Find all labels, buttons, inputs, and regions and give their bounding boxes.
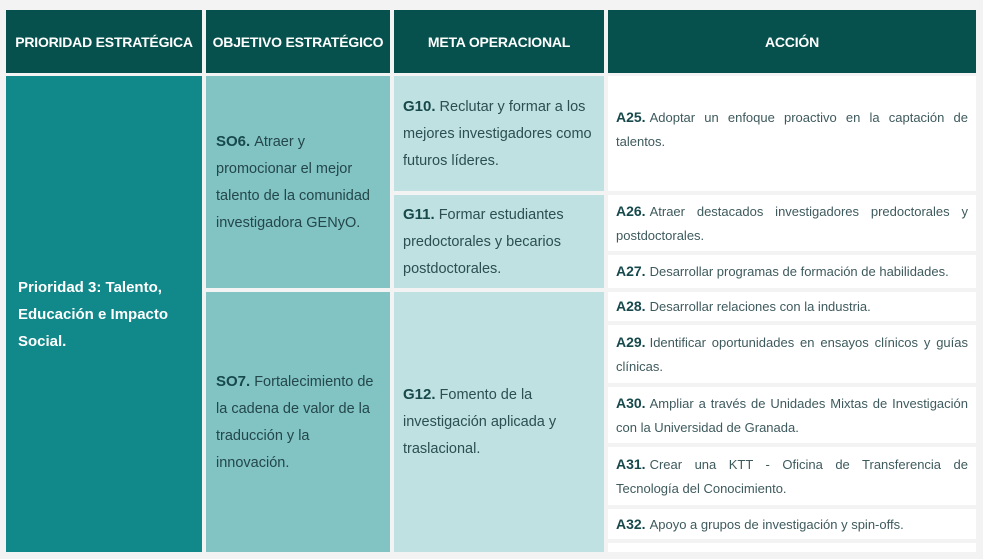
accion-content bbox=[616, 512, 904, 537]
header-prioridad-label: PRIORIDAD ESTRATÉGICA bbox=[15, 33, 193, 50]
accion-content bbox=[616, 330, 968, 379]
accion-code: A32. bbox=[616, 515, 646, 532]
meta-code: G12. bbox=[403, 386, 436, 403]
accion-code: A28. bbox=[616, 298, 646, 314]
accion-code: A26. bbox=[616, 202, 646, 219]
meta-content bbox=[403, 93, 596, 175]
accion-text: Desarrollar programas de formación de habilidades. bbox=[649, 264, 949, 279]
meta-cell bbox=[394, 195, 604, 288]
meta-content bbox=[403, 201, 596, 283]
objetivo-text: Atraer y promocionar el mejor talento de la comunidad investigadora GENyO. bbox=[216, 133, 370, 231]
accion-text: Adoptar un enfoque proactivo en la captación de talentos. bbox=[616, 110, 968, 149]
objetivo-content bbox=[216, 368, 382, 477]
header-meta-label: META OPERACIONAL bbox=[427, 33, 571, 50]
objetivo-code: SO7. bbox=[216, 372, 251, 390]
accion-code: A27. bbox=[616, 263, 646, 279]
objetivo-code: SO6. bbox=[216, 132, 251, 150]
objetivo-text: Fortalecimiento de la cadena de valor de la traducción y la innovación. bbox=[216, 373, 374, 471]
accion-code: A31. bbox=[616, 455, 646, 472]
accion-text: Crear una KTT - Oficina de Transferencia de Tecnología del Conocimiento. bbox=[616, 456, 968, 496]
objetivo-cell bbox=[206, 76, 390, 288]
accion-text: Atraer destacados investigadores predoctorales y postdoctorales. bbox=[616, 203, 968, 243]
accion-text: Apoyo a grupos de investigación y spin-offs. bbox=[649, 516, 904, 532]
header-accion bbox=[608, 10, 976, 73]
objetivo-cell bbox=[206, 292, 390, 552]
accion-cell bbox=[608, 292, 976, 321]
header-accion-label: ACCIÓN bbox=[764, 33, 820, 50]
accion-cell bbox=[608, 255, 976, 288]
accion-content bbox=[616, 294, 871, 319]
accion-code: A29. bbox=[616, 333, 646, 350]
meta-text: Fomento de la investigación aplicada y traslacional. bbox=[403, 387, 557, 457]
meta-cell bbox=[394, 76, 604, 191]
prioridad-text: Prioridad 3: Talento, Educación e Impacto Social. bbox=[18, 278, 169, 350]
meta-text: Formar estudiantes predoctorales y becarios postdoctorales. bbox=[403, 206, 564, 277]
accion-cell bbox=[608, 387, 976, 443]
accion-cell bbox=[608, 325, 976, 383]
accion-text: Ampliar a través de Unidades Mixtas de Investigación con la Universidad de Granada. bbox=[616, 395, 968, 435]
accion-content bbox=[616, 391, 968, 440]
prioridad-cell bbox=[6, 76, 202, 552]
accion-cell bbox=[608, 195, 976, 251]
accion-cell bbox=[608, 76, 976, 191]
accion-code: A25. bbox=[616, 109, 646, 125]
accion-content bbox=[616, 452, 968, 501]
accion-code: A30. bbox=[616, 394, 646, 411]
meta-code: G10. bbox=[403, 97, 436, 115]
accion-text: Identificar oportunidades en ensayos clínicos y guías clínicas. bbox=[616, 334, 968, 374]
meta-text: Reclutar y formar a los mejores investigadores como futuros líderes. bbox=[403, 98, 592, 169]
meta-code: G11. bbox=[403, 205, 435, 223]
accion-cell-empty bbox=[608, 543, 976, 552]
meta-cell bbox=[394, 292, 604, 552]
accion-content bbox=[616, 199, 968, 248]
accion-cell bbox=[608, 447, 976, 505]
accion-content bbox=[616, 259, 949, 284]
header-meta bbox=[394, 10, 604, 73]
meta-content bbox=[403, 381, 596, 463]
accion-cell bbox=[608, 509, 976, 539]
header-objetivo bbox=[206, 10, 390, 73]
header-objetivo-label: OBJETIVO ESTRATÉGICO bbox=[212, 33, 384, 50]
accion-text: Desarrollar relaciones con la industria. bbox=[649, 299, 871, 314]
header-prioridad bbox=[6, 10, 202, 73]
objetivo-content bbox=[216, 128, 382, 237]
